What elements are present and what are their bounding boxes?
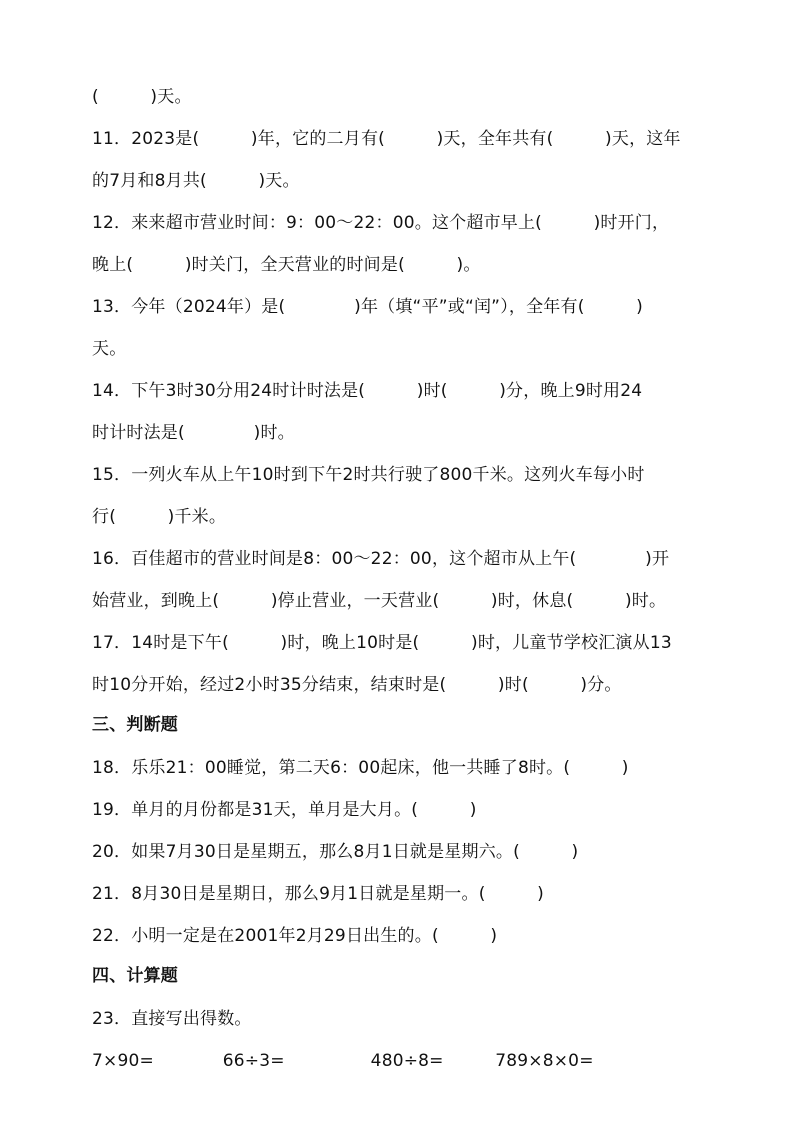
q14-line1: 14．下午3时30分用24时计时法是( )时( )分，晚上9时用24 <box>92 381 643 401</box>
q11-line1: 11．2023是( )年，它的二月有( )天，全年共有( )天，这年 <box>92 129 681 149</box>
q20: 20．如果7月30日是星期五，那么8月1日就是星期六。( ) <box>92 842 579 862</box>
q17-line2: 时10分开始，经过2小时35分结束，结束时是( )时( )分。 <box>92 675 622 695</box>
q18: 18．乐乐21：00睡觉，第二天6：00起床，他一共睡了8时。( ) <box>92 758 629 778</box>
q13-line1: 13．今年（2024年）是( )年（填“平”或“闰”），全年有( ) <box>92 297 643 317</box>
q23-expressions: 7×90= 66÷3= 480÷8= 789×8×0= <box>92 1051 594 1071</box>
q13-line2: 天。 <box>92 339 127 359</box>
q12-line2: 晚上( )时关门，全天营业的时间是( )。 <box>92 255 481 275</box>
q22: 22．小明一定是在2001年2月29日出生的。( ) <box>92 926 498 946</box>
q11-line2: 的7月和8月共( )天。 <box>92 171 300 191</box>
q17-line1: 17．14时是下午( )时，晚上10时是( )时，儿童节学校汇演从13 <box>92 633 672 653</box>
q14-line2: 时计时法是( )时。 <box>92 423 295 443</box>
q12-line1: 12．来来超市营业时间：9：00～22：00。这个超市早上( )时开门， <box>92 213 670 233</box>
section-header-judgement: 三、判断题 <box>92 715 178 735</box>
q10-continuation: ( )天。 <box>92 87 192 107</box>
q15-line1: 15．一列火车从上午10时到下午2时共行驶了800千米。这列火车每小时 <box>92 465 645 485</box>
q19: 19．单月的月份都是31天，单月是大月。( ) <box>92 800 477 820</box>
q16-line2: 始营业，到晚上( )停止营业，一天营业( )时，休息( )时。 <box>92 591 667 611</box>
q16-line1: 16．百佳超市的营业时间是8：00～22：00，这个超市从上午( )开 <box>92 549 670 569</box>
q21: 21．8月30日是星期日，那么9月1日就是星期一。( ) <box>92 884 544 904</box>
section-header-calculation: 四、计算题 <box>92 966 178 986</box>
q23: 23．直接写出得数。 <box>92 1009 252 1029</box>
q15-line2: 行( )千米。 <box>92 507 227 527</box>
